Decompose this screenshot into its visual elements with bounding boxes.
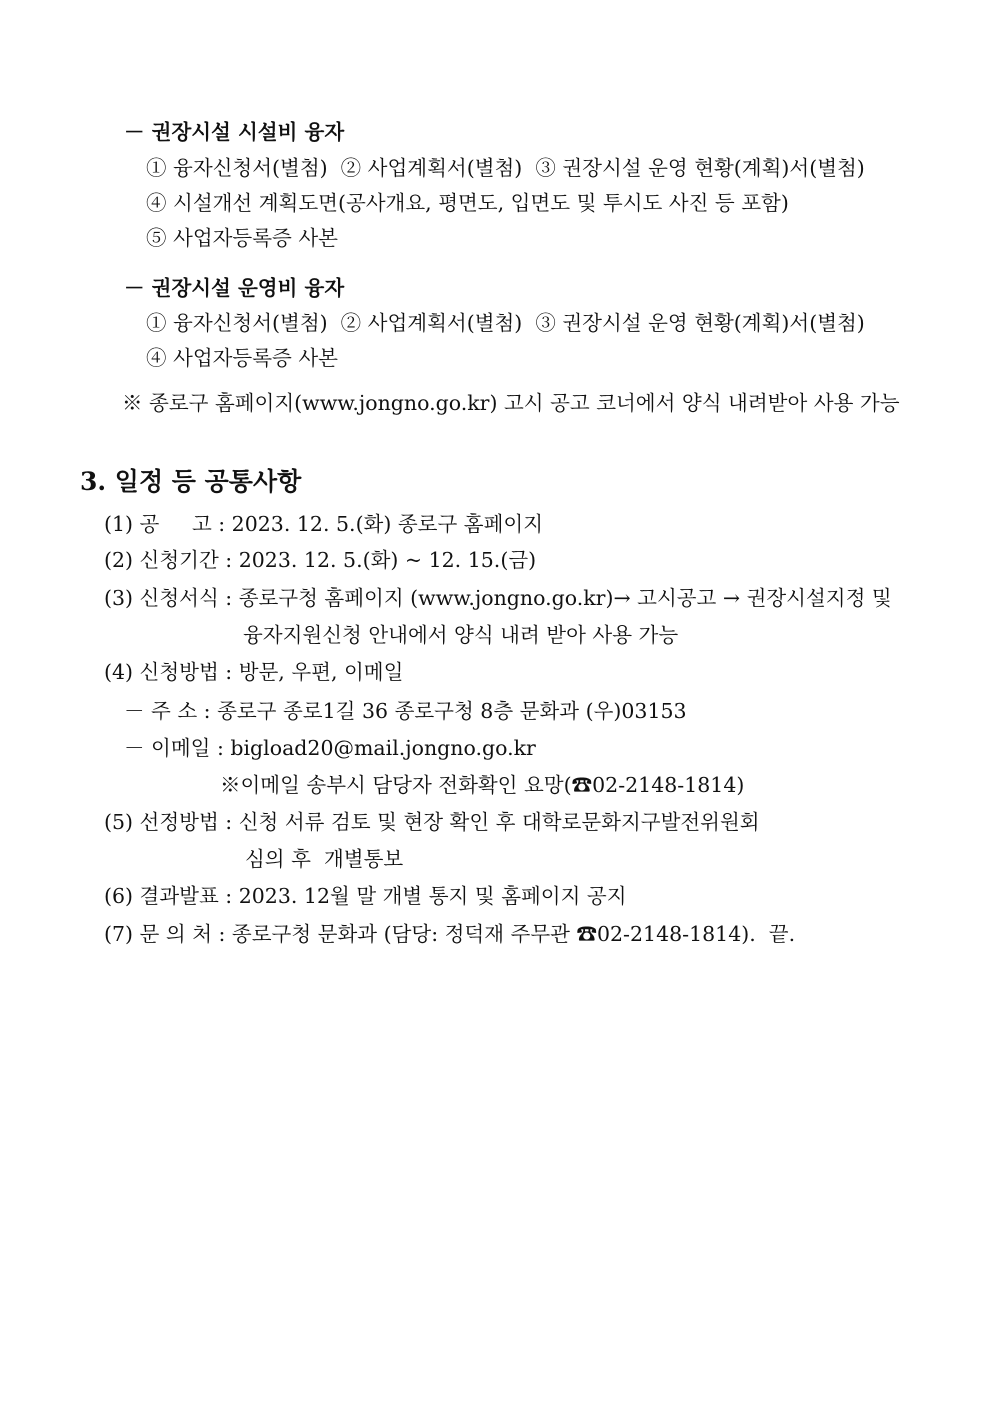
- operating-loan-item-2: ④ 사업자등록증 사본: [146, 346, 338, 370]
- schedule-line-address: － 주 소 : 종로구 종로1길 36 종로구청 8층 문화과 (우)03153: [124, 699, 687, 723]
- section-3-title: 3. 일정 등 공통사항: [80, 467, 302, 496]
- facility-loan-item-2: ④ 시설개선 계획도면(공사개요, 평면도, 입면도 및 투시도 사진 등 포함): [146, 191, 789, 215]
- schedule-line-selection: (5) 선정방법 : 신청 서류 검토 및 현장 확인 후 대학로문화지구발전위원회: [104, 810, 760, 834]
- download-note: ※ 종로구 홈페이지(www.jongno.go.kr) 고시 공고 코너에서 양식 내려받아 사용 가능: [122, 391, 900, 415]
- operating-loan-item-1: ① 융자신청서(별첨) ② 사업계획서(별첨) ③ 권장시설 운영 현황(계획)서(별첨): [146, 311, 865, 335]
- operating-loan-heading: － 권장시설 운영비 융자: [124, 276, 345, 300]
- schedule-line-email-note: ※이메일 송부시 담당자 전화확인 요망(☎02-2148-1814): [220, 773, 745, 797]
- schedule-line-selection-cont: 심의 후 개별통보: [245, 847, 404, 871]
- facility-loan-item-1: ① 융자신청서(별첨) ② 사업계획서(별첨) ③ 권장시설 운영 현황(계획)서(별첨): [146, 156, 865, 180]
- schedule-line-email: － 이메일 : bigload20@mail.jongno.go.kr: [124, 736, 536, 760]
- schedule-line-forms: (3) 신청서식 : 종로구청 홈페이지 (www.jongno.go.kr)→ 고시공고 → 권장시설지정 및: [104, 586, 892, 610]
- schedule-line-results: (6) 결과발표 : 2023. 12월 말 개별 통지 및 홈페이지 공지: [104, 884, 627, 908]
- schedule-line-contact: (7) 문 의 처 : 종로구청 문화과 (담당: 정덕재 주무관 ☎02-2148-1814). 끝.: [104, 922, 796, 946]
- schedule-line-period: (2) 신청기간 : 2023. 12. 5.(화) ~ 12. 15.(금): [104, 548, 537, 572]
- schedule-line-announcement: (1) 공 고 : 2023. 12. 5.(화) 종로구 홈페이지: [104, 512, 544, 536]
- schedule-line-forms-cont: 융자지원신청 안내에서 양식 내려 받아 사용 가능: [243, 623, 679, 647]
- schedule-line-method: (4) 신청방법 : 방문, 우편, 이메일: [104, 660, 404, 684]
- facility-loan-item-3: ⑤ 사업자등록증 사본: [146, 226, 338, 250]
- facility-loan-heading: － 권장시설 시설비 융자: [124, 120, 345, 144]
